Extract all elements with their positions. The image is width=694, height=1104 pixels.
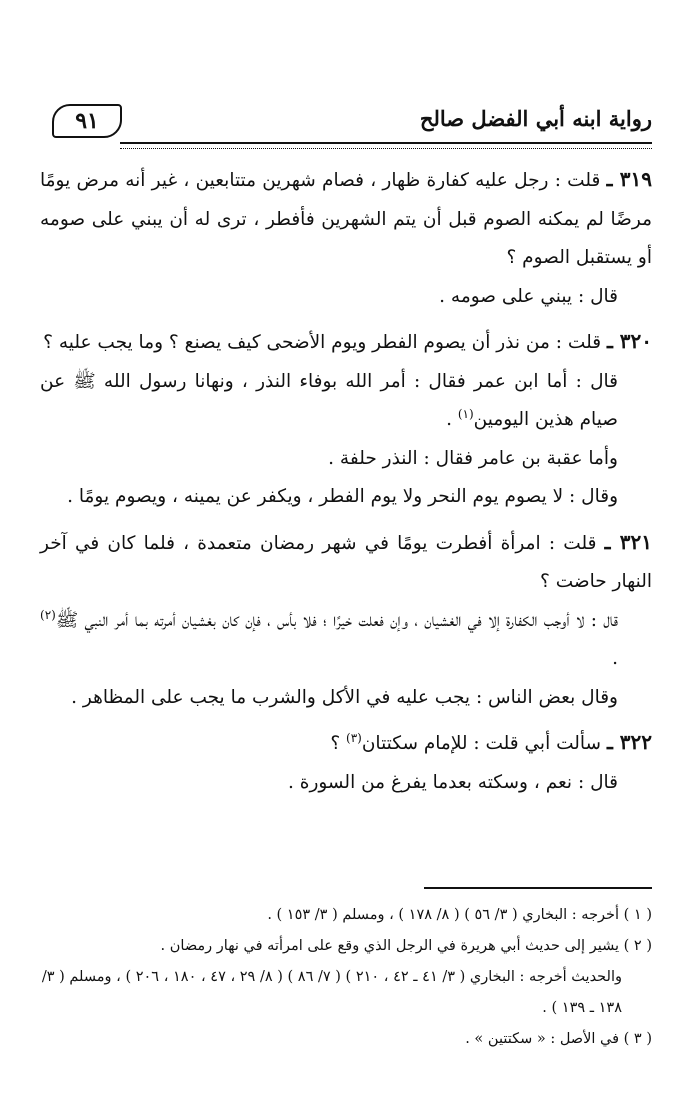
answer-paragraph (40, 363, 652, 440)
question-text: قلت : من نذر أن يصوم الفطر ويوم الأضحى كيف يصنع ؟ وما يجب عليه ؟ (43, 332, 602, 353)
page-number: ٩١ (52, 104, 122, 138)
question-text: سألت أبي قلت : للإمام سكتتان (361, 733, 602, 754)
entry-number: ٣٢١ ـ (604, 529, 652, 554)
entry-question (40, 322, 652, 363)
footnote-marker: (٢) (40, 607, 56, 622)
entry-number: ٣١٩ ـ (606, 167, 652, 191)
answer-text: وقال بعض الناس : يجب عليه في الأكل والشرب ما يجب على المظاهر . (71, 686, 618, 708)
answer-paragraph (40, 602, 652, 679)
punctuation: . (446, 409, 458, 430)
footnote-3: ( ٣ ) في الأصل : « سكتتين » . (465, 1031, 652, 1047)
entry-question (40, 523, 652, 602)
footnote-1: ( ١ ) أخرجه : البخاري ( ٣/ ٥٦ ) ( ٨/ ١٧٨ ) ، ومسلم ( ٣/ ١٥٣ ) . (267, 907, 652, 923)
footnote-2: ( ٢ ) يشير إلى حديث أبي هريرة في الرجل الذي وقع على امرأته في نهار رمضان . (160, 938, 652, 954)
punctuation: . (612, 648, 618, 669)
entry-question (40, 723, 652, 764)
footnote-rule (424, 887, 652, 889)
answer-text: وأما عقبة بن عامر فقال : النذر حلفة . (328, 447, 618, 469)
entry-321 (40, 523, 652, 718)
entry-question (40, 160, 652, 278)
entry-number: ٣٢٠ ـ (606, 329, 652, 353)
entry-319 (40, 160, 652, 316)
running-header (52, 102, 652, 146)
header-title: رواية ابنه أبي الفضل صالح (419, 106, 652, 131)
answer-text: قال : أما ابن عمر فقال : أمر الله بوفاء النذر ، ونهانا رسول الله ﷺ عن صيام هذين اليومين (40, 370, 618, 430)
answer-text: قال : لا أوجب الكفارة إلا في الغشيان ، وإن فعلت خيرًا ؛ فلا بأس ، فإن كان بغشيان أمرته بما أمر النبي ﷺ (55, 609, 618, 631)
question-text: قلت : امرأة أفطرت يومًا في شهر رمضان متعمدة ، فلما كان في آخر النهار حاضت ؟ (40, 532, 652, 592)
answer-text: قال : يبني على صومه . (439, 285, 618, 307)
entry-322 (40, 723, 652, 802)
footnote-marker: (١) (457, 406, 474, 421)
answer-text: قال : نعم ، وسكته بعدما يفرغ من السورة . (287, 771, 618, 793)
entry-320 (40, 322, 652, 517)
header-rule (120, 142, 652, 149)
entry-number: ٣٢٢ ـ (606, 730, 652, 754)
footnote-2-continuation: والحديث أخرجه : البخاري ( ٣/ ٤١ ـ ٤٢ ، ٢١٠ ) ( ٧/ ٨٦ ) ( ٨/ ٢٩ ، ٤٧ ، ١٨٠ ، ٢٠٦ ) ، ومسلم ( ٣/ ١٣٨ ـ ١٣٩ ) . (41, 969, 622, 1016)
punctuation: ؟ (330, 733, 347, 754)
main-text (40, 160, 652, 802)
footnotes (40, 900, 652, 1055)
answer-text: وقال : لا يصوم يوم النحر ولا يوم الفطر ، ويكفر عن يمينه ، ويصوم يومًا . (67, 486, 618, 507)
footnote-marker: (٣) (346, 730, 362, 745)
question-text: قلت : رجل عليه كفارة ظهار ، فصام شهرين متتابعين ، غير أنه مرض يومًا مرضًا لم يمكنه الصوم قبل أن يتم الشهرين فأفطر ، ترى له أن يبني على صومه أو يستقبل الصوم ؟ (40, 170, 652, 268)
